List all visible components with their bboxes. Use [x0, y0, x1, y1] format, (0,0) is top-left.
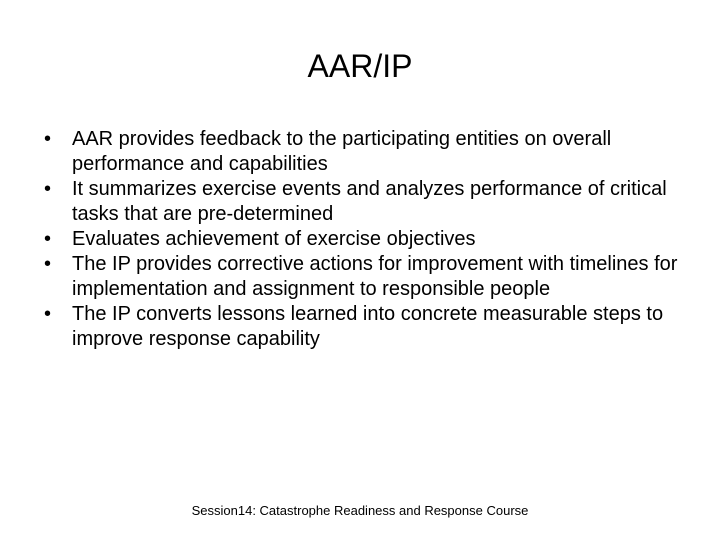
bullet-text: The IP provides corrective actions for improvement with timelines for implementation and assignment to responsible people	[72, 253, 678, 300]
bullet-item	[44, 177, 684, 227]
bullet-icon: •	[44, 253, 52, 275]
bullet-item	[44, 302, 684, 352]
bullet-item	[44, 252, 684, 302]
bullet-text: It summarizes exercise events and analyzes performance of critical tasks that are pre-determined	[72, 178, 667, 225]
bullet-icon: •	[44, 128, 52, 150]
bullet-icon: •	[44, 228, 52, 250]
bullet-text: The IP converts lessons learned into concrete measurable steps to improve response capability	[72, 303, 664, 350]
bullet-icon: •	[44, 178, 52, 200]
bullet-text: Evaluates achievement of exercise objectives	[72, 228, 476, 250]
bullet-item	[44, 227, 684, 252]
slide-footer: Session14: Catastrophe Readiness and Response Course	[191, 503, 529, 518]
bullet-icon: •	[44, 303, 52, 325]
slide-title: AAR/IP	[307, 48, 413, 84]
bullet-text: AAR provides feedback to the participating entities on overall performance and capabilities	[72, 128, 612, 175]
bullet-item	[44, 127, 684, 177]
bullet-list	[44, 127, 684, 352]
